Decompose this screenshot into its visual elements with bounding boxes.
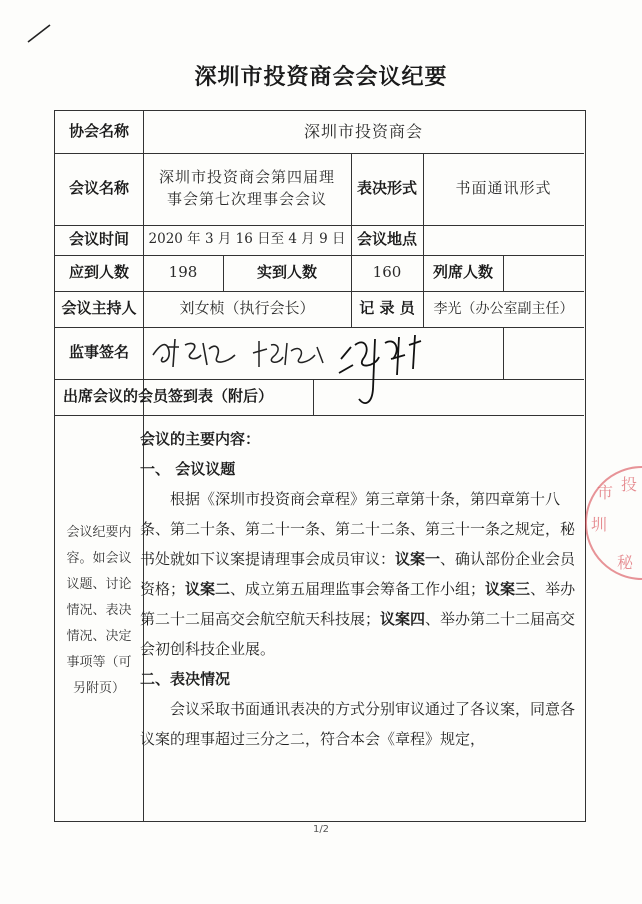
recorder-value: 李光（办公室副主任） (433, 300, 574, 317)
meeting-time-value: 2020 年 3 月 16 日至 4 月 9 日 (148, 231, 346, 248)
section1-text: 根据《深圳市投资商会章程》第三章第十条，第四章第十八条、第二十条、第二十一条、第二十二条、第三十一条之规定，秘书处就如下议案提请理事会成员审议： (140, 490, 576, 568)
meeting-content (140, 424, 584, 754)
signin-sheet-label: 出席会议的会员签到表（附后） (63, 387, 274, 406)
meeting-name-line2: 事会第七次理事会会议 (166, 190, 327, 208)
section2-title: 二、表决情况 (140, 670, 231, 688)
expected-count-value: 198 (168, 263, 198, 282)
meeting-place-label: 会议地点 (356, 230, 417, 249)
association-name-label: 协会名称 (68, 122, 129, 141)
seal-char-2: 投 (621, 475, 638, 494)
seal-char-4: 秘 (617, 553, 634, 572)
motion3-text: 、举办第二十二届高交会航空航天科技展； (140, 580, 576, 628)
supervisor-signature-3 (335, 329, 427, 413)
section1-paragraph (140, 484, 584, 664)
meeting-place-value (423, 225, 584, 255)
red-official-seal (585, 466, 642, 580)
section1-title: 一、 会议议题 (140, 460, 236, 478)
vote-form-value: 书面通讯形式 (455, 179, 552, 198)
page-number: 1/2 (312, 824, 330, 835)
expected-count-label: 应到人数 (68, 263, 129, 282)
association-name-value: 深圳市投资商会 (303, 122, 423, 142)
meeting-name-line1: 深圳市投资商会第四届理 (158, 168, 335, 187)
vote-form-label: 表决形式 (356, 179, 417, 198)
actual-count-label: 实到人数 (256, 263, 317, 282)
content-sidenote: 会议纪要内容。如会议议题、讨论情况、表决情况、决定事项等（可另附页） (66, 525, 132, 696)
meeting-name-label: 会议名称 (68, 179, 129, 198)
supervisor-signature-2 (249, 335, 329, 371)
actual-count-value: 160 (372, 263, 402, 282)
motion2-text: 、成立第五届理监事会筹备工作小组； (230, 580, 486, 598)
motion1-text: 、确认部份企业会员资格； (140, 550, 576, 598)
motion4-label: 议案四 (380, 610, 426, 628)
supervisor-signature-1 (149, 333, 241, 373)
meeting-name-value (143, 153, 351, 225)
motion3-label: 议案三 (485, 580, 531, 598)
seal-char-3: 圳 (591, 515, 608, 534)
seal-char-1: 市 (597, 483, 614, 502)
host-label: 会议主持人 (61, 299, 137, 318)
host-value: 刘女桢（执行会长） (179, 299, 315, 318)
document-title: 深圳市投资商会会议纪要 (194, 65, 448, 90)
meeting-time-label: 会议时间 (68, 230, 129, 249)
section2-paragraph: 会议采取书面通讯表决的方式分别审议通过了各议案，同意各议案的理事超过三分之二，符合本会《章程》规定， (140, 700, 576, 748)
attendees-count-value (503, 255, 584, 291)
pen-stroke-mark (26, 22, 52, 44)
supervisor-signature-label: 监事签名 (68, 343, 129, 362)
motion2-label: 议案二 (185, 580, 231, 598)
motion1-label: 议案一 (395, 550, 441, 568)
motion4-text: 、举办第二十二届高交会初创科技企业展。 (140, 610, 576, 658)
recorder-label: 记 录 员 (359, 299, 415, 318)
content-heading: 会议的主要内容： (140, 430, 261, 448)
attendees-count-label: 列席人数 (432, 263, 493, 282)
